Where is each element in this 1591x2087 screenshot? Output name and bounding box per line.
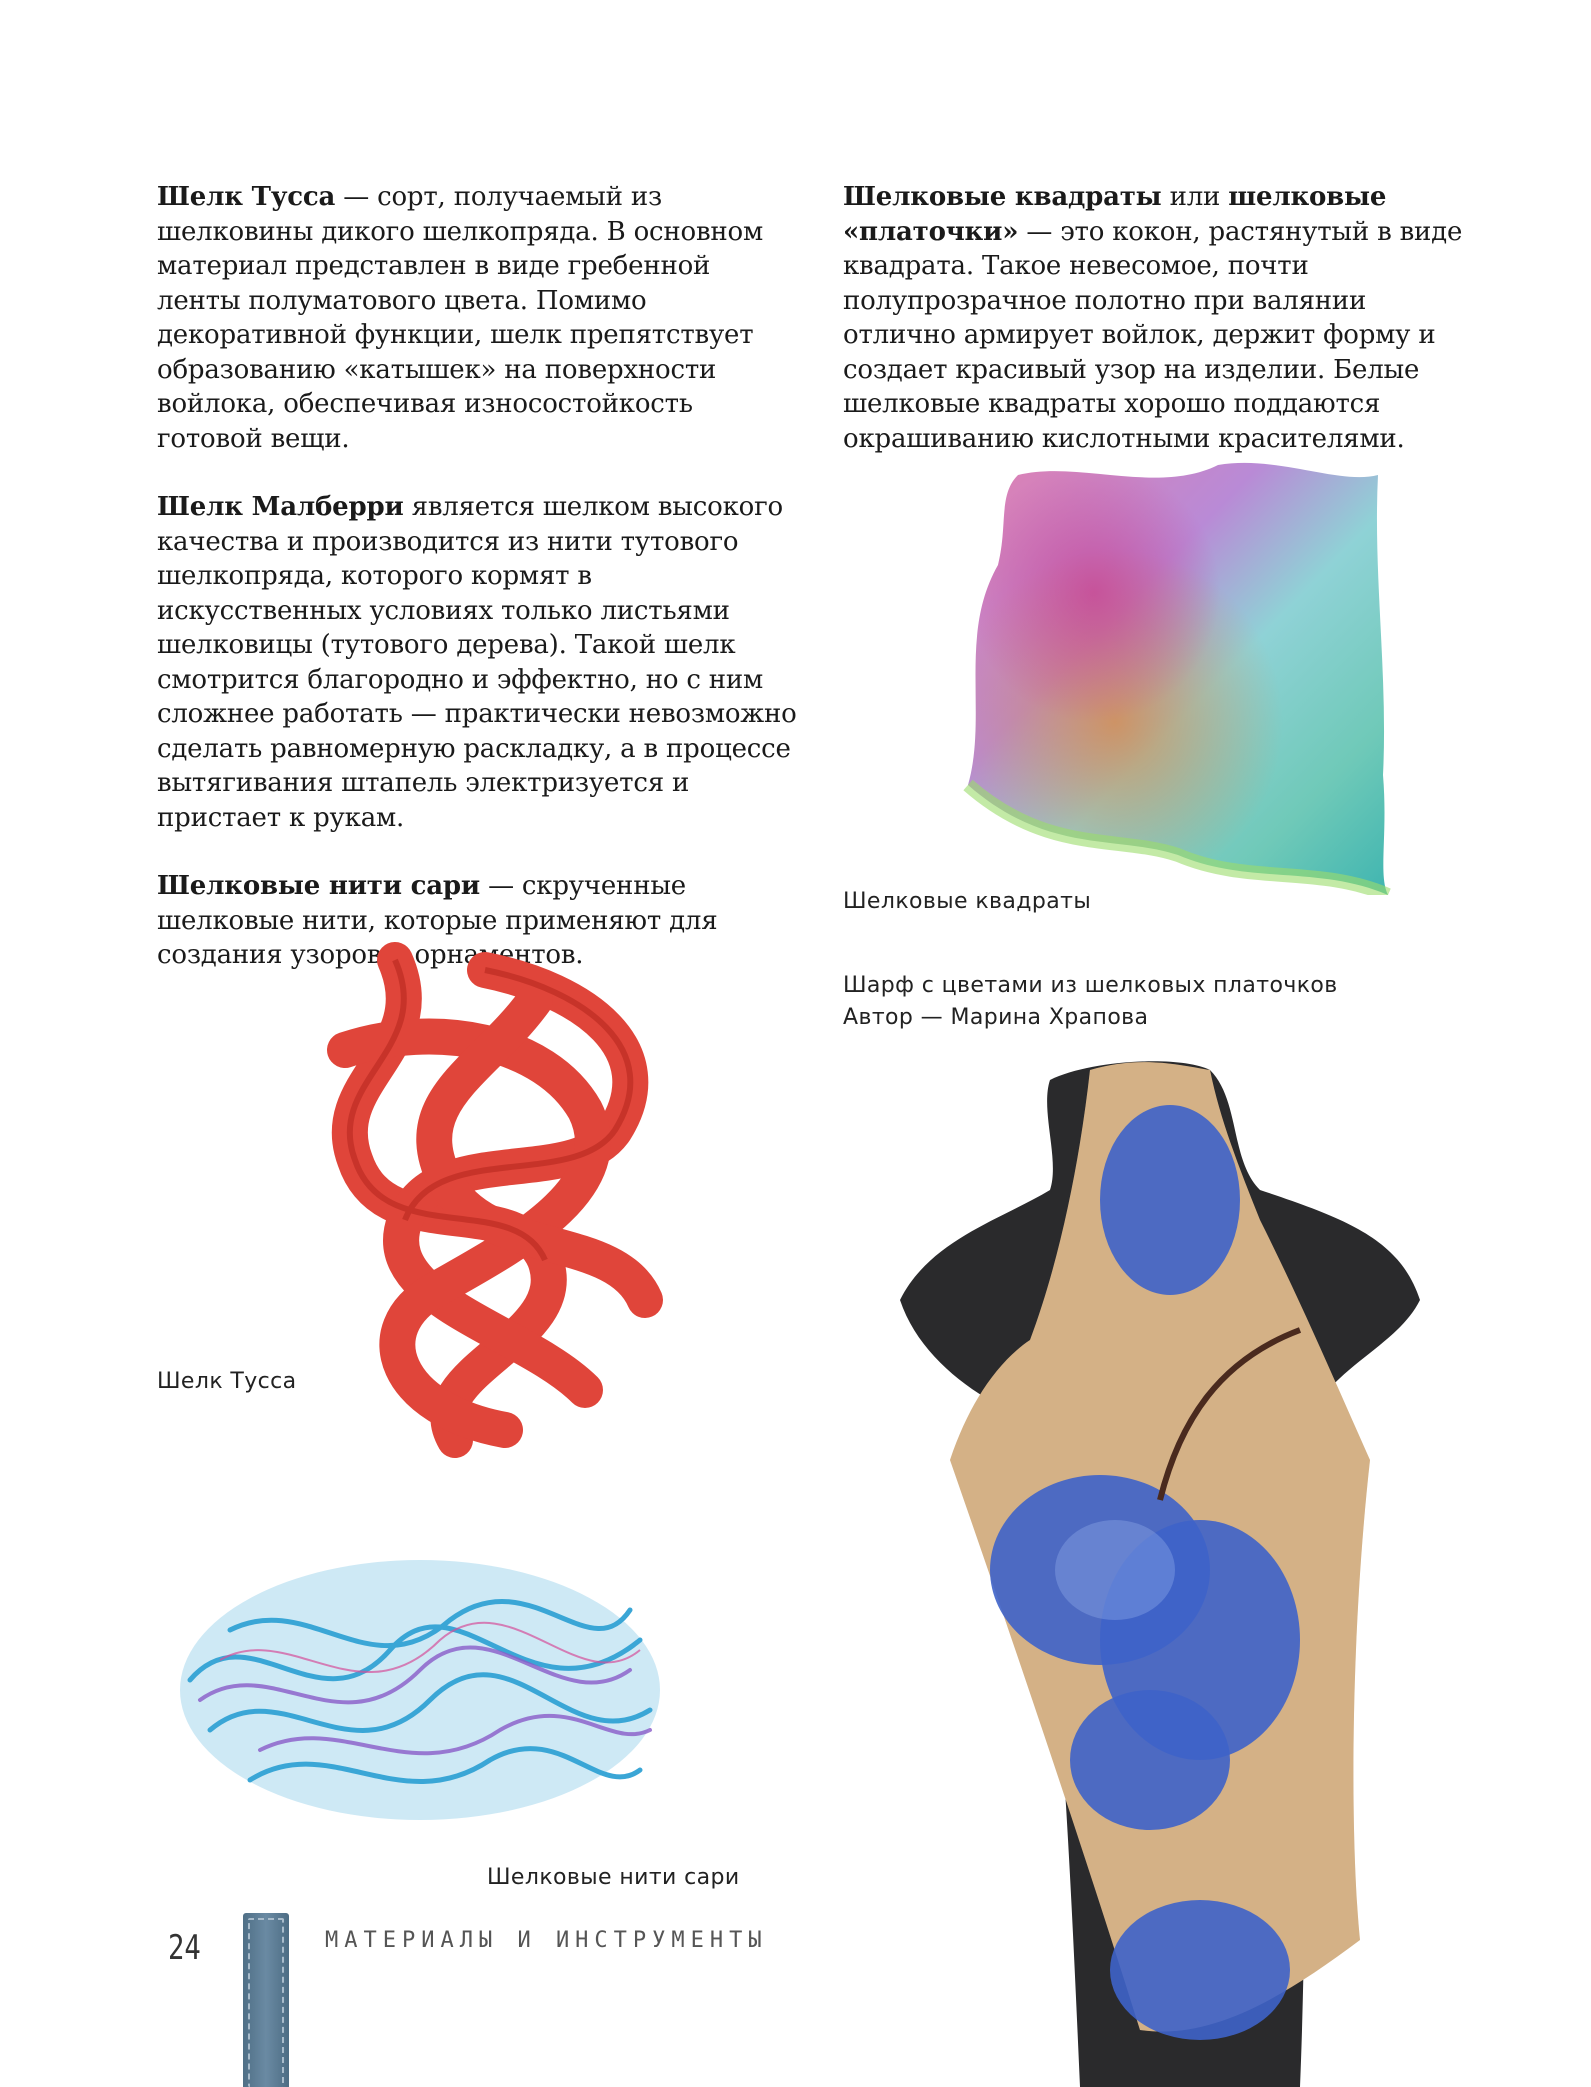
paragraph-mulberry xyxy=(157,490,797,835)
caption-silk-squares: Шелковые квадраты xyxy=(843,889,1092,914)
term-mulberry: Шелк Малберри xyxy=(157,492,404,522)
caption-scarf-title: Шарф с цветами из шелковых платочков xyxy=(843,973,1338,998)
paragraph-text: или xyxy=(1161,182,1229,212)
silk-squares-photo xyxy=(958,455,1398,895)
sari-silk-photo xyxy=(170,1530,670,1860)
right-column xyxy=(843,180,1483,490)
footer-tab xyxy=(243,1913,289,2087)
caption-scarf-author: Автор — Марина Храпова xyxy=(843,1005,1149,1030)
paragraph-tussah xyxy=(157,180,797,456)
caption-sari: Шелковые нити сари xyxy=(487,1865,740,1890)
paragraph-text: — скрученные шелковые нити, которые применяют для создания узоров и орнаментов. xyxy=(157,871,718,970)
paragraph-silk-squares xyxy=(843,180,1483,456)
scarf-photo xyxy=(880,1040,1480,2087)
term-silk-squares: Шелковые квадраты xyxy=(843,182,1162,212)
caption-tussah: Шелк Тусса xyxy=(157,1369,297,1394)
paragraph-text: является шелком высокого качества и производится из нити тутового шелкопряда, которого кормят в искусственных условиях только листьями шелковицы (тутового дерева). Такой шелк смотрится благородно и эффектно, но с ним сложнее работать — практически невозможно сделать равномерную раскладку, а в процессе вытягивания штапель электризуется и пристает к рукам. xyxy=(157,492,797,833)
tussah-silk-photo xyxy=(285,930,715,1470)
term-tussah: Шелк Тусса xyxy=(157,182,336,212)
paragraph-text: — сорт, получаемый из шелковины дикого шелкопряда. В основном материал представлен в виде гребенной ленты полуматового цвета. Помимо декоративной функции, шелк препятствует образованию «катышек» на поверхности войлока, обеспечивая износостойкость готовой вещи. xyxy=(157,182,764,454)
term-silk-hankies: шелковые «платочки» xyxy=(843,182,1387,247)
caption-scarf xyxy=(843,970,1338,1034)
section-title: МАТЕРИАЛЫ И ИНСТРУМЕНТЫ xyxy=(325,1928,768,1953)
term-sari: Шелковые нити сари xyxy=(157,871,480,901)
left-column xyxy=(157,180,797,1007)
page-number: 24 xyxy=(168,1928,201,1968)
paragraph-text: — это кокон, растянутый в виде квадрата. Такое невесомое, почти полупрозрачное полотно при валянии отлично армирует войлок, держит форму и создает красивый узор на изделии. Белые шелковые квадраты хорошо поддаются окрашиванию кислотными красителями. xyxy=(843,216,1463,454)
